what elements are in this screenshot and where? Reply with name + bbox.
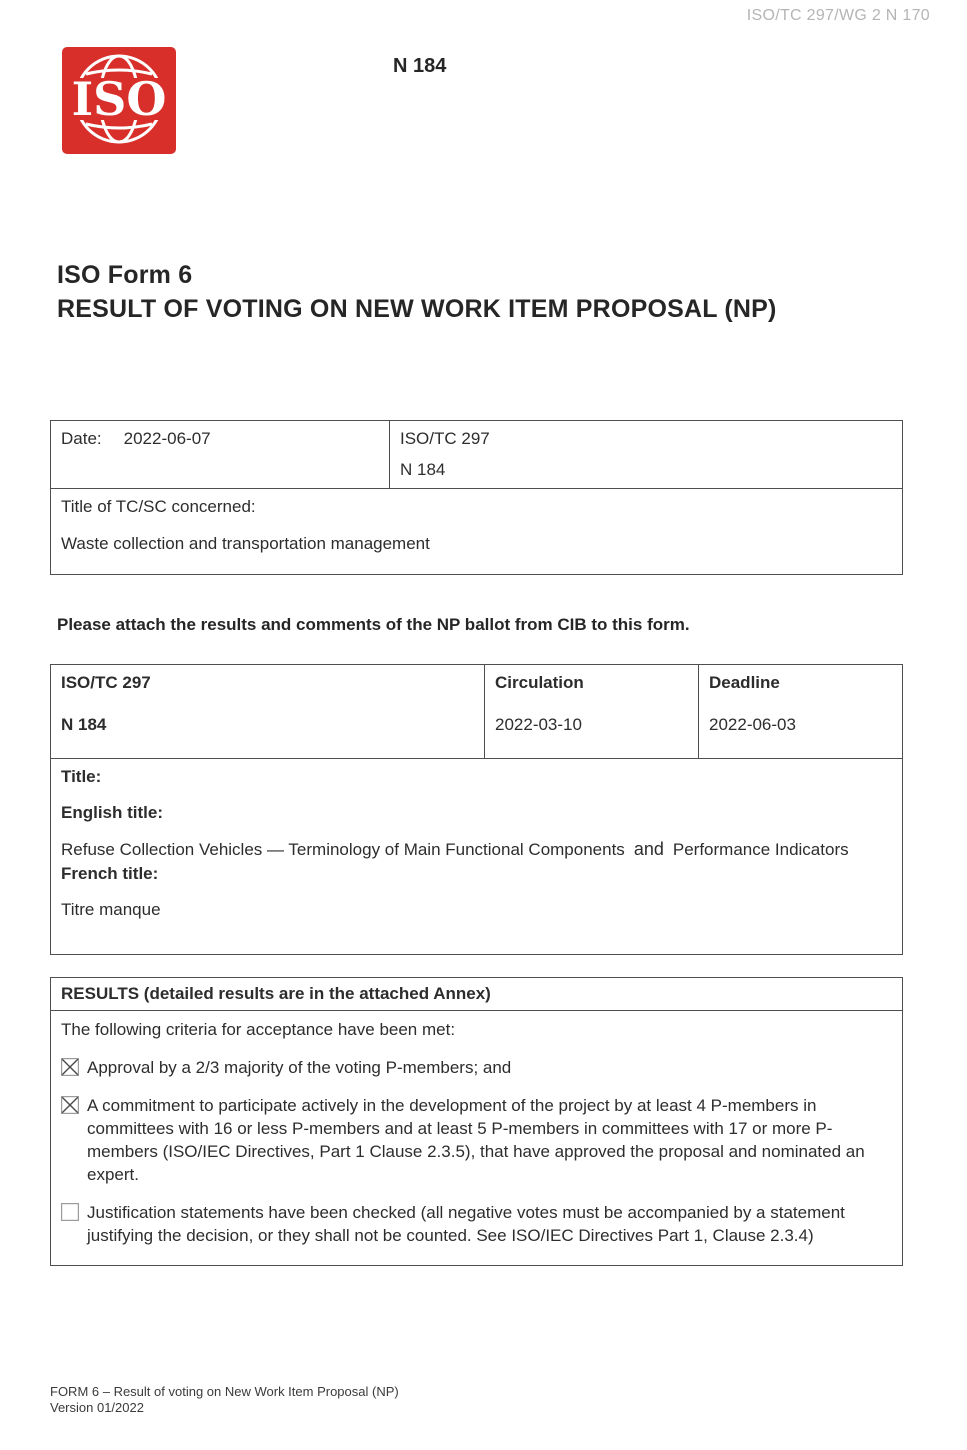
title-label: Title:	[61, 767, 102, 786]
english-title-value: Refuse Collection Vehicles — Terminology of Main Functional Components and Performance Indicators	[61, 839, 849, 859]
info-table	[50, 420, 903, 575]
circulation-label: Circulation	[495, 673, 584, 692]
date-label: Date:	[61, 429, 102, 448]
english-title-label: English title:	[61, 803, 163, 822]
iso-logo	[62, 47, 176, 154]
svg-text:ISO: ISO	[71, 72, 167, 126]
date-cell	[51, 421, 390, 489]
ballot-committee-name: ISO/TC 297	[61, 673, 151, 692]
footer	[50, 1384, 399, 1416]
criteria-intro: The following criteria for acceptance have been met:	[61, 1020, 456, 1039]
results-table	[50, 977, 903, 1266]
tc-title-label: Title of TC/SC concerned:	[61, 497, 256, 516]
ballot-doc-number: N 184	[61, 715, 107, 734]
criterion-checkbox[interactable]	[61, 1058, 79, 1076]
circulation-date: 2022-03-10	[495, 715, 582, 734]
circulation-cell	[485, 665, 699, 759]
form-title	[57, 258, 777, 326]
criterion-text: Justification statements have been checked (all negative votes must be accompanied by a statement justifying the decision, or they shall not be counted. See ISO/IEC Directives Part 1, Clause 2.3.4)	[87, 1203, 845, 1245]
deadline-cell	[699, 665, 903, 759]
committee-cell	[390, 421, 903, 489]
french-title-label: French title:	[61, 864, 159, 883]
criterion-item	[61, 1056, 892, 1079]
committee-name: ISO/TC 297	[400, 429, 490, 448]
doc-number-header: N 184	[393, 55, 447, 77]
criterion-text: A commitment to participate actively in the development of the project by at least 4 P-members in committees with 16 or less P-members and at least 5 P-members in committees with 17 or more P-members (ISO/IEC Directives, Part 1 Clause 2.3.5), that have approved the proposal and nominated an expert.	[87, 1096, 865, 1184]
tc-title-cell	[51, 489, 903, 575]
titles-cell	[51, 759, 903, 955]
english-title-and: and	[633, 839, 664, 859]
form-title-line2: RESULT OF VOTING ON NEW WORK ITEM PROPOSAL (NP)	[57, 295, 777, 323]
tc-title-value: Waste collection and transportation management	[61, 534, 430, 553]
iso-globe-icon	[62, 47, 176, 154]
attach-note: Please attach the results and comments of the NP ballot from CIB to this form.	[57, 615, 690, 634]
deadline-label: Deadline	[709, 673, 780, 692]
criterion-item	[61, 1201, 892, 1247]
doc-reference: ISO/TC 297/WG 2 N 170	[746, 7, 930, 24]
footer-version: Version 01/2022	[50, 1400, 144, 1415]
date-value: 2022-06-07	[123, 429, 211, 448]
criterion-text: Approval by a 2/3 majority of the voting P-members; and	[87, 1058, 512, 1077]
deadline-date: 2022-06-03	[709, 715, 796, 734]
criterion-checkbox[interactable]	[61, 1203, 79, 1221]
criterion-checkbox[interactable]	[61, 1096, 79, 1114]
criteria-cell	[51, 1011, 903, 1266]
french-title-value: Titre manque	[61, 900, 161, 919]
results-header: RESULTS (detailed results are in the attached Annex)	[51, 978, 903, 1011]
form-title-line1: ISO Form 6	[57, 261, 193, 289]
footer-form-name: FORM 6 – Result of voting on New Work Item Proposal (NP)	[50, 1384, 399, 1399]
committee-doc-number: N 184	[400, 460, 446, 479]
ballot-committee-cell	[51, 665, 485, 759]
ballot-table	[50, 664, 903, 955]
criterion-item	[61, 1094, 892, 1186]
